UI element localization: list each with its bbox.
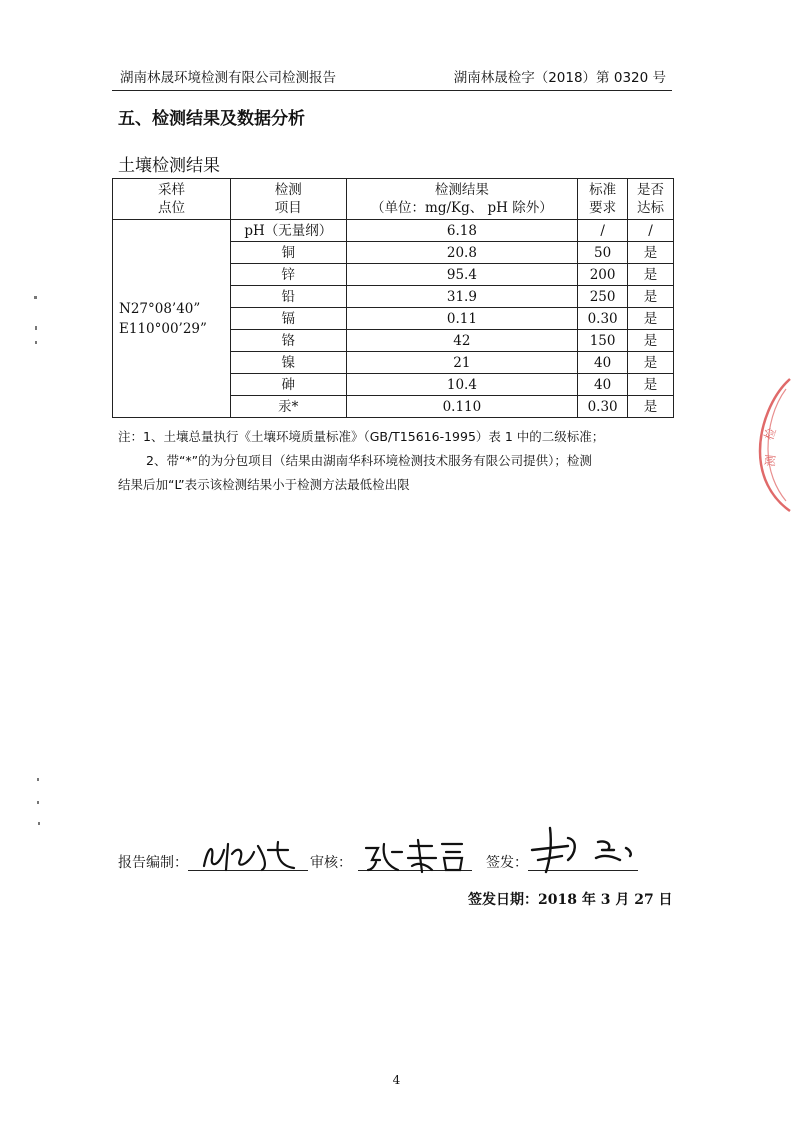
- item-cell: 镉: [230, 308, 346, 330]
- item-cell: 铜: [230, 242, 346, 264]
- standard-cell: 40: [578, 352, 628, 374]
- item-cell: 铅: [230, 286, 346, 308]
- table-row: [113, 220, 674, 242]
- signature-row: [118, 832, 678, 880]
- table-notes: [118, 425, 678, 497]
- standard-cell: 150: [578, 330, 628, 352]
- header-location: 采样 点位: [113, 179, 231, 220]
- page-header: [112, 68, 672, 91]
- section-title: 五、检测结果及数据分析: [118, 109, 305, 129]
- reviewer-label: 审核：: [310, 855, 352, 871]
- approver-label: 签发：: [486, 855, 528, 871]
- standard-cell: 0.30: [578, 396, 628, 418]
- result-cell: 10.4: [346, 374, 577, 396]
- item-cell: 镍: [230, 352, 346, 374]
- pass-cell: 是: [628, 396, 674, 418]
- scan-speck: [35, 341, 37, 344]
- header-item: 检测 项目: [230, 179, 346, 220]
- pass-cell: 是: [628, 352, 674, 374]
- header-result: 检测结果 （单位：mg/Kg、 pH 除外）: [346, 179, 577, 220]
- note-3: 结果后加“L”表示该检测结果小于检测方法最低检出限: [118, 477, 410, 492]
- pass-cell: 是: [628, 242, 674, 264]
- scan-speck: [34, 296, 37, 299]
- soil-results-table: [112, 178, 674, 418]
- result-cell: 6.18: [346, 220, 577, 242]
- item-cell: 铬: [230, 330, 346, 352]
- header-pass: 是否 达标: [628, 179, 674, 220]
- standard-cell: 250: [578, 286, 628, 308]
- result-cell: 21: [346, 352, 577, 374]
- pass-cell: 是: [628, 308, 674, 330]
- scan-speck: [35, 326, 37, 330]
- pass-cell: /: [628, 220, 674, 242]
- scan-speck: [37, 801, 39, 804]
- result-cell: 31.9: [346, 286, 577, 308]
- scan-speck: [38, 822, 40, 825]
- note-2: 2、带“*”的为分包项目（结果由湖南华科环境检测技术服务有限公司提供）；检测: [146, 453, 592, 468]
- compiler-signature: [198, 836, 308, 876]
- red-seal-stamp-icon: [752, 375, 793, 515]
- pass-cell: 是: [628, 374, 674, 396]
- approver-signature: [528, 820, 648, 876]
- scan-speck: [37, 778, 39, 781]
- result-cell: 42: [346, 330, 577, 352]
- result-cell: 95.4: [346, 264, 577, 286]
- pass-cell: 是: [628, 264, 674, 286]
- issue-date: 签发日期：2018 年 3 月 27 日: [468, 892, 673, 908]
- result-cell: 20.8: [346, 242, 577, 264]
- reviewer-signature: [362, 836, 472, 876]
- standard-cell: /: [578, 220, 628, 242]
- item-cell: pH（无量纲）: [230, 220, 346, 242]
- pass-cell: 是: [628, 330, 674, 352]
- header-report-number: 湖南林晟检字（2018）第 0320 号: [453, 70, 666, 86]
- table-header-row: [113, 179, 674, 220]
- standard-cell: 50: [578, 242, 628, 264]
- item-cell: 汞*: [230, 396, 346, 418]
- svg-text:检: 检: [761, 425, 779, 443]
- page-number: 4: [392, 1073, 401, 1087]
- standard-cell: 200: [578, 264, 628, 286]
- item-cell: 砷: [230, 374, 346, 396]
- note-1: 注：1、土壤总量执行《土壤环境质量标准》（GB/T15616-1995）表 1 中的二级标准；: [118, 429, 605, 444]
- table-title: 土壤检测结果: [118, 156, 220, 176]
- standard-cell: 40: [578, 374, 628, 396]
- header-standard: 标准 要求: [578, 179, 628, 220]
- item-cell: 锌: [230, 264, 346, 286]
- compiler-label: 报告编制：: [118, 855, 188, 871]
- sampling-location: N27°08’40” E110°00’29”: [113, 220, 231, 418]
- result-cell: 0.11: [346, 308, 577, 330]
- result-cell: 0.110: [346, 396, 577, 418]
- header-company: 湖南林晟环境检测有限公司检测报告: [120, 70, 336, 86]
- pass-cell: 是: [628, 286, 674, 308]
- svg-text:测: 测: [763, 454, 779, 468]
- standard-cell: 0.30: [578, 308, 628, 330]
